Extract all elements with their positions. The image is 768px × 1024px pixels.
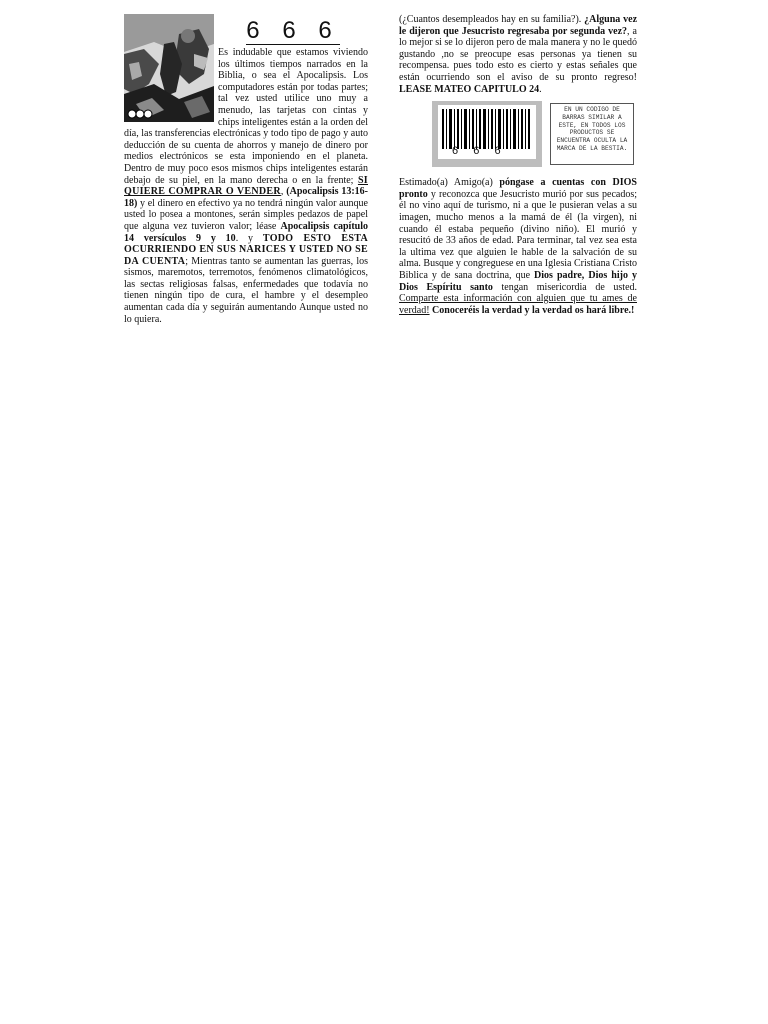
barcode-note: EN UN CODIGO DE BARRAS SIMILAR A ESTE, EN TODOS LOS PRODUCTOS SE ENCUENTRA OCULTA LA MARCA DE LA BESTIA. [550,103,634,165]
second-coming-question: ¿Alguna vez le dijeron que Jesucristo regresaba por segunda vez? [399,14,638,37]
share-text: Comparte esta información con alguien que tu ames de verdad! [399,293,637,316]
barcode-section [399,101,637,169]
right-column [399,14,637,316]
left-column [124,14,368,325]
page-title: 6 6 6 [246,17,340,44]
right-intro-text: (¿Cuantos desempleados hay en su familia?). ¿Alguna vez le dijeron que Jesucristo regresaba por segunda vez?, a lo mejor si se lo dijeron pero de mala manera y no le quedó gustando ,no se preocupe esas personas ya tienen su recompensa. pues todo esto es cierto y estas señales que están ocurriendo son el aviso de su pronto regreso! LEASE MATEO CAPITULO 24. [399,14,638,95]
bible-reference: (Apocalipsis 13:16-18) [124,186,368,209]
bible-reference: LEASE MATEO CAPITULO 24 [399,83,540,95]
buy-sell-warning: SI QUIERE COMPRAR O VENDER [124,174,368,198]
barcode-digits: 6 6 6 [452,145,504,158]
bible-reference: Apocalipsis capítulo 14 versículos 9 y 10 [124,220,368,244]
left-body-text: Es indudable que estamos viviendo los últimos tiempos narrados en la Biblia, o sea el Apocalipsis. Los computadores están por todas partes; tal vez usted utilice uno muy a menudo, las tarjetas con cintas y chips inteligentes están a la orden del día, las transferencias electrónicas y todo tipo de pago y auto deducción de su cuenta de ahorros y manejo de dinero por medios electrónicos se esta imponiendo en el planeta. Dentro de muy poco esos mismos chips inteligentes estarán debajo de su piel, en la mano derecha o en la frente; SI QUIERE COMPRAR O VENDER, (Apocalipsis 13:16-18) y el dinero en efectivo ya no tendrá ningún valor aunque usted lo posea a montones, serán simples pedazos de papel que alguna vez tuvieron valor; léase Apocalipsis capítulo 14 versículos 9 y 10. y TODO ESTO ESTA OCURRIENDO EN SUS NARICES Y USTED NO SE DA CUENTA; Mientras tanto se aumentan las guerras, los sismos, maremotos, terremotos, fenómenos climatológicos, las sectas religiosas falsas, enfermedades que todavía no tienen ningún tipo de cura, el hambre y el desempleo aumentan cada día y seguirán aumentando Aunque usted no lo quiera. [124,47,369,325]
right-body-text: Estimado(a) Amigo(a) póngase a cuentas con DIOS pronto y reconozca que Jesucristo murió por sus pecados; él no vino aquí de turismo, ni a que le pusieran velas a su imagen, mucho menos a la mamá de él (la virgen), ni cuando él estaba pequeño (divino niño). El murió y resucitó de 33 años de edad. Para terminar, tal vez sea esta la ultima vez que alguien le hable de la salvación de su alma. Busque y congreguese en una Iglesia Cristiana Cristo Biblica y de sana doctrina, que Dios padre, Dios hijo y Dios Espíritu santo tengan misericordia de usted. Comparte esta información con alguien que tu ames de verdad! Conoceréis la verdad y la verdad os hará libre.! [399,177,638,316]
emphasis-warning: TODO ESTO ESTA OCURRIENDO EN SUS NARICES Y USTED NO SE DA CUENTA [124,232,368,267]
closing-verse: Conoceréis la verdad y la verdad os hará libre.! [432,304,635,316]
call-to-action: póngase a cuentas con DIOS pronto [399,177,637,200]
apocalypse-illustration [124,14,214,122]
trinity-text: Dios padre, Dios hijo y Dios Espíritu santo [399,269,637,293]
